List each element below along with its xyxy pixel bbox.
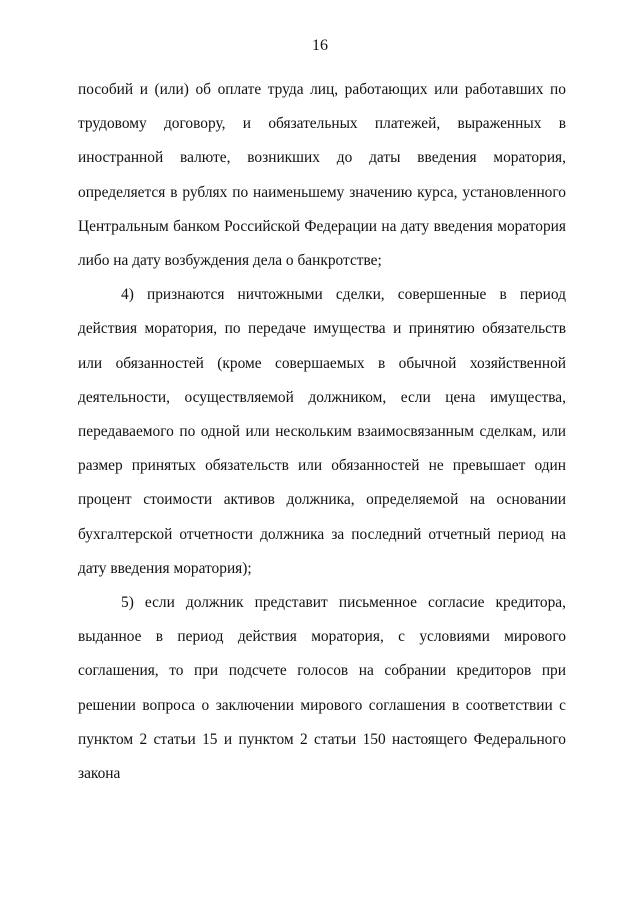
paragraph-item-5: 5) если должник представит письменное согласие кредитора, выданное в период действия моратория, с условиями мирового соглашения, то при подсчете голосов на собрании кредиторов при решении вопроса о заключении мирового соглашения в соответствии с пунктом 2 статьи 15 и пунктом 2 статьи 150 настоящего Федерального закона	[78, 594, 566, 783]
paragraph-item-4: 4) признаются ничтожными сделки, совершенные в период действия моратория, по передаче имущества и принятию обязательств или обязанностей (кроме совершаемых в обычной хозяйственной деятельности, осуществляемой должником, если цена имущества, передаваемого по одной или нескольким взаимосвязанным сделкам, или размер принятых обязательств или обязанностей не превышает один процент стоимости активов должника, определяемой на основании бухгалтерской отчетности должника за последний отчетный период на дату введения моратория);	[78, 286, 566, 577]
page-number: 16	[312, 37, 328, 54]
document-body	[78, 73, 566, 791]
paragraph-continuation: пособий и (или) об оплате труда лиц, работающих или работавших по трудовому договору, и обязательных платежей, выраженных в иностранной валюте, возникших до даты введения моратория, определяется в рублях по наименьшему значению курса, установленного Центральным банком Российской Федерации на дату введения моратория либо на дату возбуждения дела о банкротстве;	[78, 81, 566, 270]
